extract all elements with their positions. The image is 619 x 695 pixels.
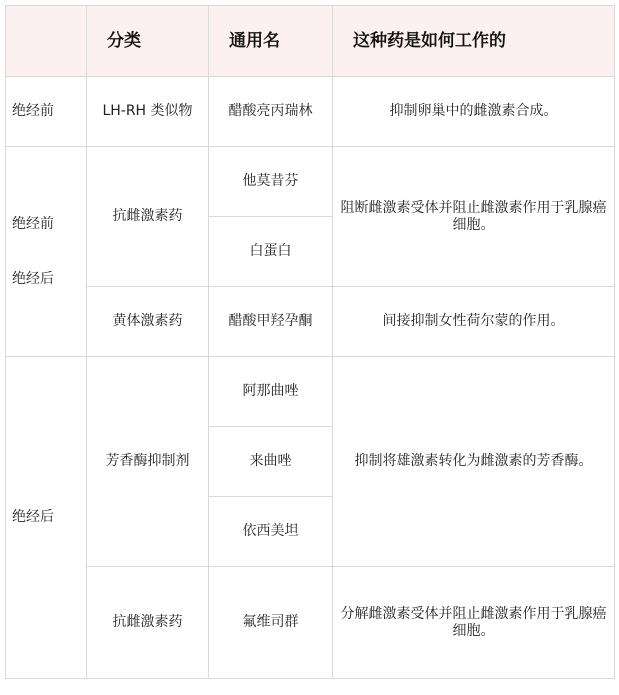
drug-cell-medroxyprogesterone: 醋酸甲羟孕酮 (209, 287, 333, 357)
drug-cell-anastrozole: 阿那曲唑 (209, 357, 333, 427)
table-header-row (6, 6, 615, 77)
mechanism-cell-lhrh: 抑制卵巢中的雌激素合成。 (333, 77, 615, 147)
drug-cell-tamoxifen: 他莫昔芬 (209, 147, 333, 217)
class-cell-antiestrogen: 抗雌激素药 (87, 147, 209, 287)
drug-cell-leuprorelin: 醋酸亮丙瑞林 (209, 77, 333, 147)
class-cell-aromatase-inhibitor: 芳香酶抑制剂 (87, 357, 209, 567)
drug-cell-toremifene: 白蛋白 (209, 217, 333, 287)
mechanism-cell-aromatase: 抑制将雄激素转化为雌激素的芳香酶。 (333, 357, 615, 567)
stage-line-post: 绝经后 (12, 270, 54, 287)
stage-cell-post: 绝经后 (6, 357, 87, 679)
stage-cell-pre-post (6, 147, 87, 357)
hormone-therapy-table (5, 5, 615, 679)
stage-line-pre: 绝经前 (12, 215, 54, 232)
class-cell-lhrh: LH-RH 类似物 (87, 77, 209, 147)
table-row (6, 147, 615, 217)
mechanism-cell-fulvestrant: 分解雌激素受体并阻止雌激素作用于乳腺癌细胞。 (333, 567, 615, 679)
table-row (6, 287, 615, 357)
drug-cell-fulvestrant: 氟维司群 (209, 567, 333, 679)
table-row (6, 357, 615, 427)
stage-cell-pre: 绝经前 (6, 77, 87, 147)
table-row (6, 77, 615, 147)
mechanism-cell-antiestrogen: 阻断雌激素受体并阻止雌激素作用于乳腺癌细胞。 (333, 147, 615, 287)
header-generic-name: 通用名 (209, 6, 333, 77)
header-class: 分类 (87, 6, 209, 77)
drug-cell-letrozole: 来曲唑 (209, 427, 333, 497)
mechanism-cell-progestin: 间接抑制女性荷尔蒙的作用。 (333, 287, 615, 357)
class-cell-antiestrogen-2: 抗雌激素药 (87, 567, 209, 679)
class-cell-progestin: 黄体激素药 (87, 287, 209, 357)
table-row (6, 567, 615, 679)
header-stage (6, 6, 87, 77)
header-how-it-works: 这种药是如何工作的 (333, 6, 615, 77)
drug-cell-exemestane: 依西美坦 (209, 497, 333, 567)
